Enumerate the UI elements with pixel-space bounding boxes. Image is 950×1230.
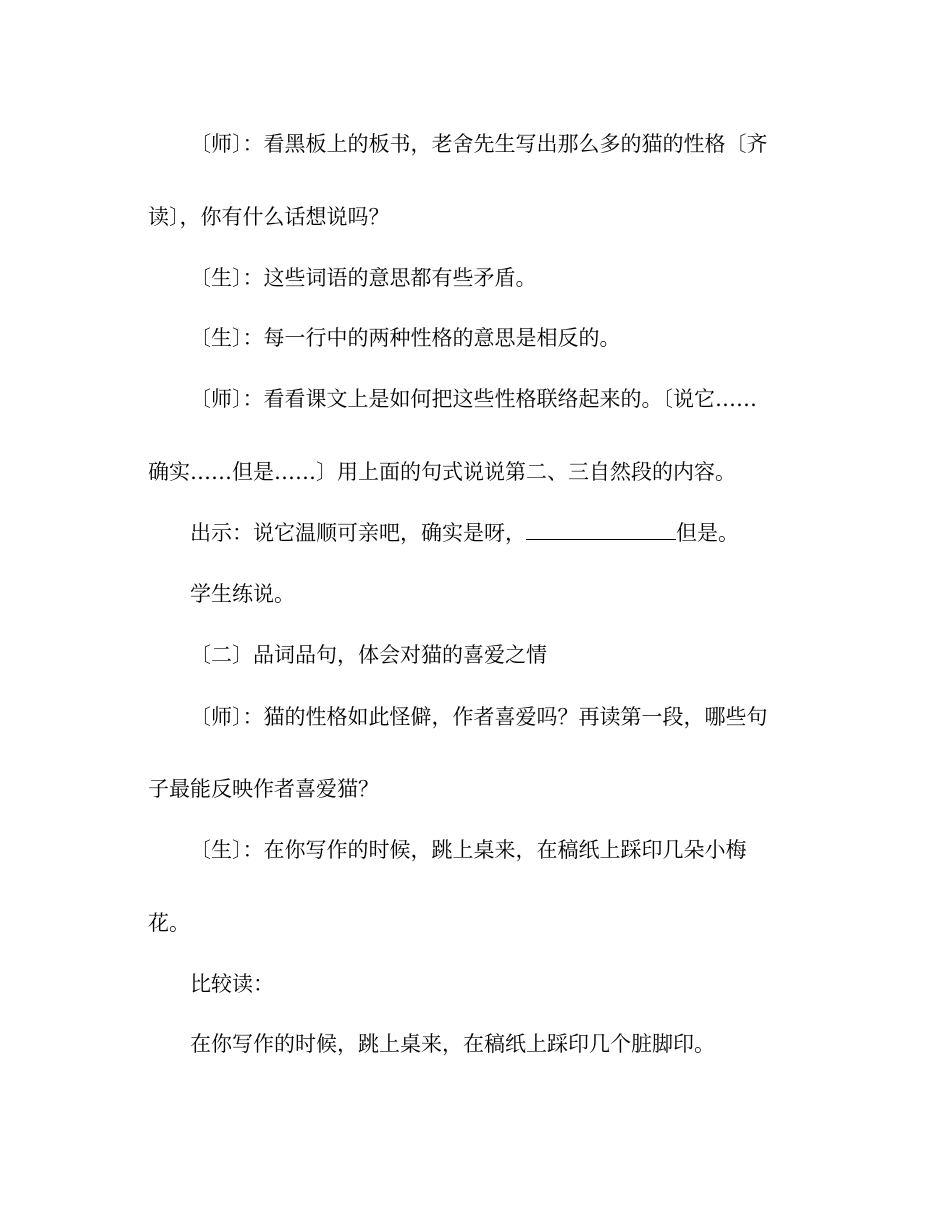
paragraph-line: 〔生〕：在你写作的时候，跳上桌来，在稿纸上踩印几朵小梅 [190,838,747,862]
fill-in-blank [526,519,676,540]
prompt-text: 出示：说它温顺可亲吧，确实是呀， [190,521,526,545]
paragraph-line: 确实……但是……〕用上面的句式说说第二、三自然段的内容。 [148,460,736,484]
paragraph-line: 在你写作的时候，跳上桌来，在稿纸上踩印几个脏脚印。 [190,1032,715,1056]
paragraph-line-with-blank [190,519,739,547]
paragraph-line: 〔师〕：看看课文上是如何把这些性格联络起来的。〔说它…… [190,387,757,411]
section-heading: 〔二〕品词品句，体会对猫的喜爱之情 [190,643,547,667]
paragraph-line: 学生练说。 [190,582,295,606]
prompt-suffix: 但是。 [676,521,739,545]
paragraph-line: 〔师〕：猫的性格如此怪僻，作者喜爱吗？再读第一段，哪些句 [190,705,768,729]
paragraph-line: 花。 [148,911,190,935]
paragraph-line: 比较读： [190,972,274,996]
paragraph-line: 〔生〕：这些词语的意思都有些矛盾。 [190,266,537,290]
paragraph-line: 〔生〕：每一行中的两种性格的意思是相反的。 [190,326,621,350]
paragraph-line: 〔师〕：看黑板上的板书，老舍先生写出那么多的猫的性格〔齐 [190,132,768,156]
paragraph-line: 子最能反映作者喜爱猫？ [148,777,379,801]
paragraph-line: 读〕，你有什么话想说吗？ [148,205,390,229]
